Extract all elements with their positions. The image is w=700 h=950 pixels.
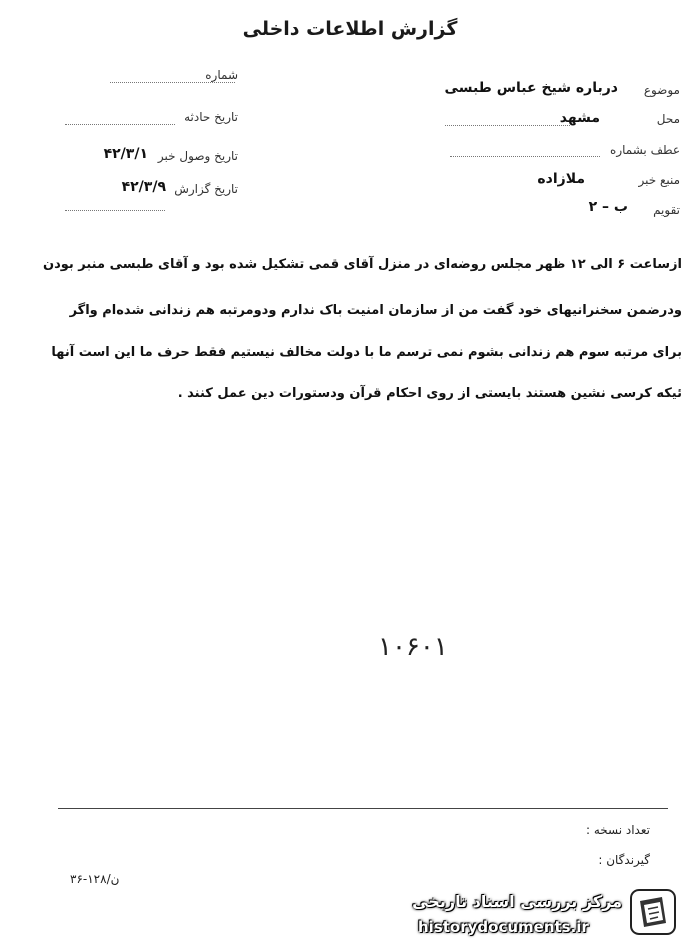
reference-label: عطف بشماره	[610, 143, 680, 157]
body-line-2: ودرضمن سخنرانیهای خود گفت من از سازمان امنیت باک ندارم ودومرتبه هم زندانی شده‌ام واگر	[69, 303, 682, 318]
footer-divider	[58, 808, 668, 809]
body-line-3: برای مرتبه سوم هم زندانی بشوم نمی ترسم ما با دولت مخالف نیستیم فقط حرف ما این است آنها	[51, 345, 682, 360]
handwritten-archive-number: ۱۰۶۰۱	[378, 632, 448, 662]
recipients-label: گیرندگان :	[598, 853, 650, 867]
watermark-org-name: مرکز بررسی اسناد تاریخی	[412, 892, 622, 911]
received-date-label: تاریخ وصول خبر	[157, 149, 238, 163]
rating-label: تقویم	[653, 203, 680, 217]
watermark-url: historydocuments.ir	[418, 918, 589, 936]
number-label: شماره	[205, 68, 238, 82]
archive-logo-icon	[628, 887, 678, 937]
subject-label: موضوع	[643, 83, 680, 97]
incident-date-dotted-line	[65, 124, 175, 125]
received-date-value: ۴۲/۳/۱	[103, 146, 148, 162]
subject-value: درباره شیخ عباس طبسی	[444, 80, 618, 96]
number-dotted-line	[110, 82, 235, 83]
report-date-label: تاریخ گزارش	[174, 182, 238, 196]
body-line-1: ازساعت ۶ الی ۱۲ ظهر مجلس روضه‌ای در منزل آقای قمی تشکیل شده بود و آقای طبسی منبر بودن	[42, 257, 682, 272]
copies-label: تعداد نسخه :	[585, 823, 650, 837]
report-date-value: ۴۲/۳/۹	[121, 179, 166, 195]
reference-dotted-line	[450, 156, 600, 157]
source-value: ملازاده	[537, 171, 585, 187]
location-label: محل	[656, 112, 680, 126]
location-value: مشهد	[559, 110, 600, 126]
body-line-4: ئیکه کرسی نشین هستند بایستی از روی احکام قرآن ودستورات دین عمل کنند .	[177, 386, 682, 401]
rating-value: ب – ۲	[588, 199, 628, 215]
incident-date-label: تاریخ حادثه	[184, 110, 238, 124]
source-label: منبع خبر	[638, 173, 680, 187]
document-code: ن/۱۲۸-۳۶	[70, 872, 120, 886]
report-date-underline	[65, 210, 165, 211]
report-title: گزارش اطلاعات داخلی	[242, 18, 458, 40]
location-dotted-line	[445, 125, 570, 126]
